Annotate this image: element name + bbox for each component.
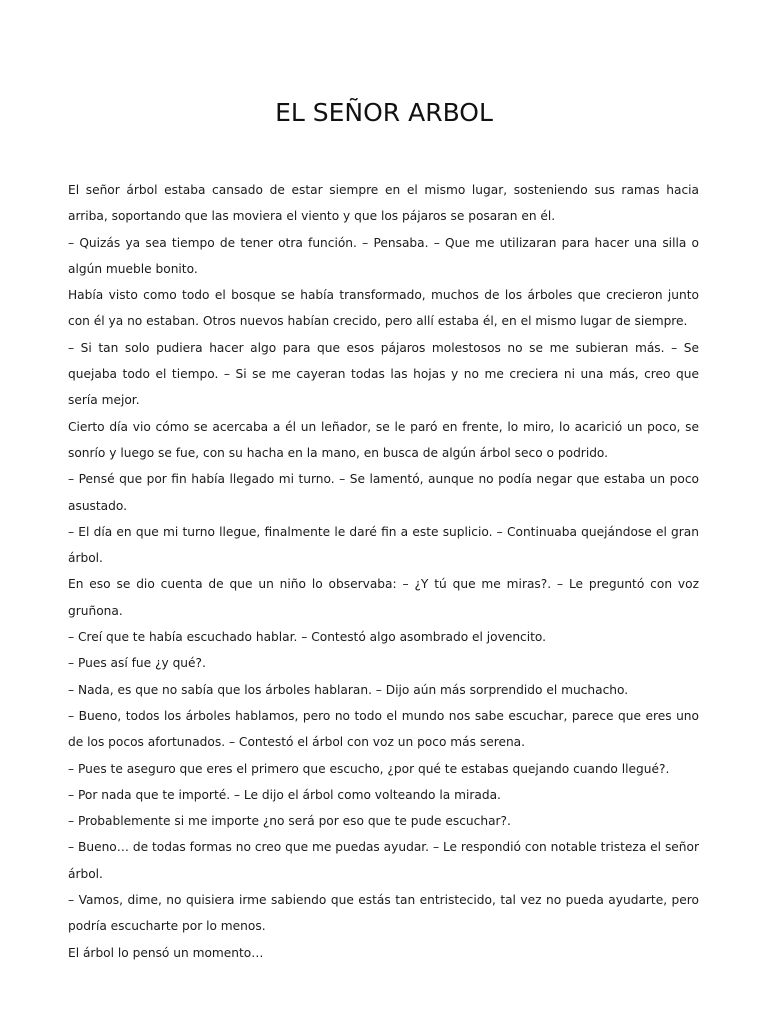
document-body bbox=[68, 177, 699, 966]
paragraph: – Si tan solo pudiera hacer algo para que esos pájaros molestosos no se me subieran más. – Se quejaba todo el tiempo. – Si se me cayeran todas las hojas y no me creciera ni una más, creo que sería mejor. bbox=[68, 340, 699, 408]
paragraph: – Bueno… de todas formas no creo que me puedas ayudar. – Le respondió con notable tristeza el señor árbol. bbox=[68, 840, 699, 881]
paragraph: Cierto día vio cómo se acercaba a él un leñador, se le paró en frente, lo miro, lo acarició un poco, se sonrío y luego se fue, con su hacha en la mano, en busca de algún árbol seco o podrido. bbox=[68, 419, 699, 460]
document-title: EL SEÑOR ARBOL bbox=[275, 98, 493, 127]
paragraph: – Vamos, dime, no quisiera irme sabiendo que estás tan entristecido, tal vez no pueda ayudarte, pero podría escucharte por lo menos. bbox=[68, 893, 699, 934]
paragraph: – Quizás ya sea tiempo de tener otra función. – Pensaba. – Que me utilizaran para hacer una silla o algún mueble bonito. bbox=[68, 235, 699, 276]
paragraph: El árbol lo pensó un momento… bbox=[68, 945, 264, 960]
paragraph: – Nada, es que no sabía que los árboles hablaran. – Dijo aún más sorprendido el muchacho. bbox=[68, 682, 629, 697]
paragraph: El señor árbol estaba cansado de estar siempre en el mismo lugar, sosteniendo sus ramas hacia arriba, soportando que las moviera el viento y que los pájaros se posaran en él. bbox=[68, 183, 699, 224]
paragraph: – Pues te aseguro que eres el primero que escucho, ¿por qué te estabas quejando cuando llegué?. bbox=[68, 761, 670, 776]
paragraph: – Pensé que por fin había llegado mi turno. – Se lamentó, aunque no podía negar que estaba un poco asustado. bbox=[68, 472, 699, 513]
paragraph: Había visto como todo el bosque se había transformado, muchos de los árboles que crecieron junto con él ya no estaban. Otros nuevos habían crecido, pero allí estaba él, en el mismo lugar de siempre. bbox=[68, 288, 699, 329]
paragraph: – Probablemente si me importe ¿no será por eso que te pude escuchar?. bbox=[68, 814, 511, 829]
paragraph: – El día en que mi turno llegue, finalmente le daré fin a este suplicio. – Continuaba quejándose el gran árbol. bbox=[68, 524, 699, 566]
paragraph: – Pues así fue ¿y qué?. bbox=[68, 656, 206, 671]
paragraph: – Bueno, todos los árboles hablamos, pero no todo el mundo nos sabe escuchar, parece que eres uno de los pocos afortunados. – Contestó el árbol con voz un poco más serena. bbox=[68, 708, 699, 750]
paragraph: – Por nada que te importé. – Le dijo el árbol como volteando la mirada. bbox=[68, 787, 501, 802]
paragraph: – Creí que te había escuchado hablar. – Contestó algo asombrado el jovencito. bbox=[68, 630, 547, 645]
paragraph: En eso se dio cuenta de que un niño lo observaba: – ¿Y tú que me miras?. – Le preguntó con voz gruñona. bbox=[68, 577, 699, 618]
